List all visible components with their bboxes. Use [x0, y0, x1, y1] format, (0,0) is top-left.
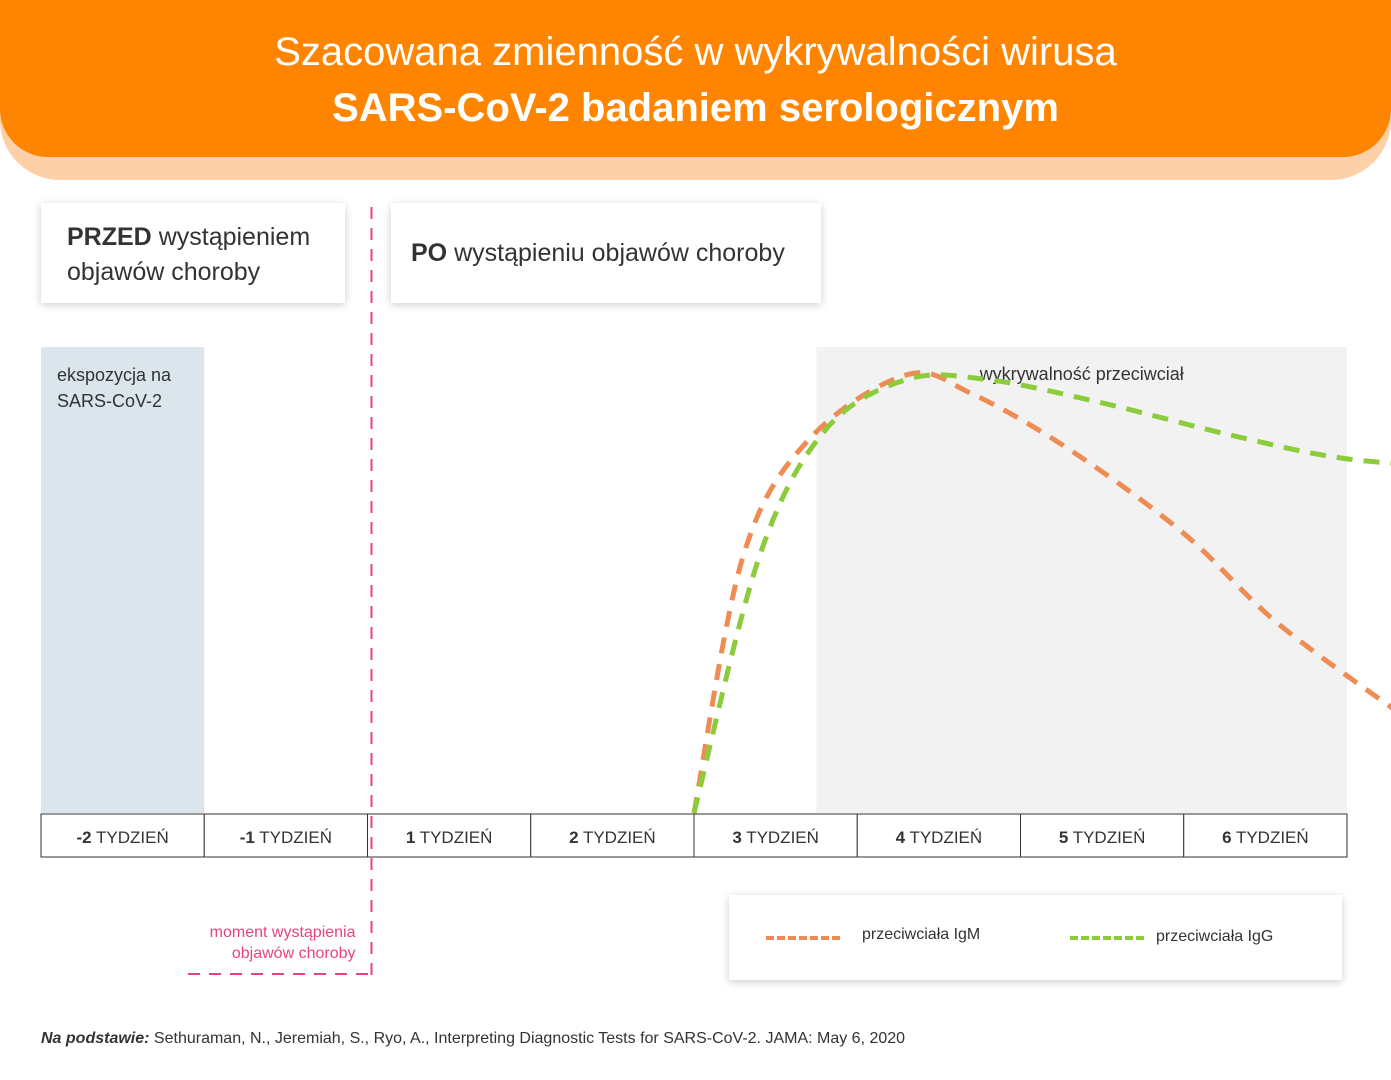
regions-layer: [41, 347, 1347, 813]
legend-igm-label: przeciwciała IgM: [862, 926, 981, 943]
exposure-label-line-2: SARS-CoV-2: [57, 391, 163, 411]
title-line-2: SARS-CoV-2 badaniem serologicznym: [332, 86, 1059, 130]
tick-label-week-4: 4 TYDZIEŃ: [895, 828, 983, 847]
legend-igg-label: przeciwciała IgG: [1156, 928, 1274, 945]
title-line-1: Szacowana zmienność w wykrywalności wirusa: [274, 30, 1117, 74]
onset-annotation-line-1: moment wystąpienia: [209, 924, 356, 941]
source-footnote: [41, 1030, 905, 1048]
tick-label-week-6: 6 TYDZIEŃ: [1222, 828, 1309, 847]
before-bold-label: PRZED: [67, 223, 152, 251]
tick-label-week-1: 1 TYDZIEŃ: [405, 828, 493, 847]
before-label-rest: wystąpieniem: [158, 223, 311, 251]
week-axis: [41, 814, 1347, 857]
tick-label-week--1: -1 TYDZIEŃ: [239, 828, 333, 847]
region-1: [816, 347, 1347, 813]
after-label-rest: wystąpieniu objawów choroby: [454, 239, 785, 267]
tick-label-week-5: 5 TYDZIEŃ: [1058, 828, 1146, 847]
onset-annotation-line-2: objawów choroby: [231, 945, 356, 962]
legend-igm-swatch: [766, 936, 840, 940]
antibody-detection-label: wykrywalność przeciwciał: [979, 364, 1184, 384]
footnote-lead: Na podstawie:: [41, 1030, 150, 1047]
onset-marker: [188, 207, 372, 975]
region-0: [41, 347, 204, 813]
tick-label-week-2: 2 TYDZIEŃ: [569, 828, 656, 847]
tick-label-week--2: -2 TYDZIEŃ: [76, 828, 169, 847]
legend-igg-swatch: [1070, 936, 1144, 940]
after-bold-label: PO: [411, 239, 448, 267]
footnote-text: Sethuraman, N., Jeremiah, S., Ryo, A., Interpreting Diagnostic Tests for SARS-CoV-2. JAMA: May 6, 2020: [153, 1030, 906, 1047]
legend: [729, 895, 1342, 980]
tick-label-week-3: 3 TYDZIEŃ: [732, 828, 819, 847]
exposure-label-line-1: ekspozycja na: [57, 365, 172, 385]
before-label-line2: objawów choroby: [67, 258, 261, 286]
